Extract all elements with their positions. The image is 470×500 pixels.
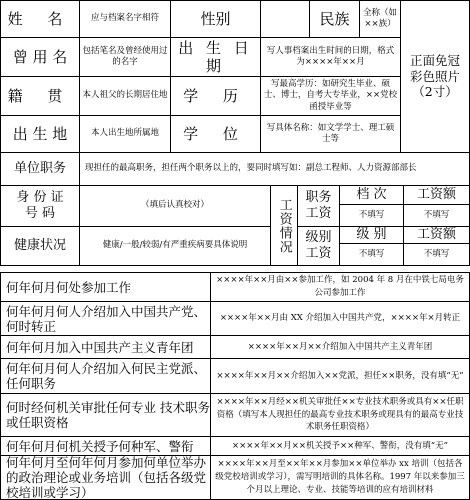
wage-amount-header-1: 工资额: [403, 185, 470, 205]
photo-label: 正面免冠彩色照片（2寸）: [409, 53, 460, 100]
history-answer: ××××年××月××机关授予××种军、警衔，没有填“无”: [210, 436, 470, 456]
grade-value: 不填写: [339, 204, 404, 227]
degree-value: 写具体名称：如文学学士、理工硕士等: [260, 115, 401, 153]
level-value: 不填写: [339, 243, 404, 266]
history-answer: ××××年××月××介绍加入中国共产主义青年团: [210, 335, 470, 359]
gender-value: [260, 0, 310, 38]
birthplace-label: 出 生 地: [0, 115, 80, 153]
name-value: 应与档案名字相符: [79, 0, 171, 38]
history-answer: ××××年××月由 XX 介绍加入中国共产党，××××年×月转正: [210, 301, 470, 336]
work-unit-value: 现担任的最高职务，担任两个职务以上的，要同时填写如：副总工程师、人力资源部部长: [79, 152, 470, 186]
grade-header: 档 次: [339, 185, 404, 205]
education-value: 写最高学历：如研究生毕业、硕士、博士，自考大专毕业，××党校函授毕业等: [260, 76, 401, 116]
education-label: 学 历: [170, 76, 261, 116]
id-value: （填后认真校对）: [79, 185, 271, 227]
native-place-label: 籍 贯: [0, 76, 80, 116]
degree-label: 学 位: [170, 115, 261, 153]
history-question: 何年何月何机关授予何种军、警衔: [0, 436, 211, 456]
birth-date-value: 写人事档案出生时间的日期，格式为××××年××月: [260, 37, 401, 77]
history-answer: ××××年××月××介绍加入××党派，担任××职务，没有填“无”: [210, 358, 470, 394]
native-place-value: 本人祖父的长期居住地: [79, 76, 171, 116]
health-label: 健康状况: [0, 226, 80, 266]
history-question: 何年何月何处参加工作: [0, 272, 211, 302]
ethnic-value: 全称（如××族）: [359, 0, 401, 38]
health-value: 健康/一般/较弱/有严重疾病要具体说明: [79, 226, 271, 266]
level-wage-label: 级别工资: [297, 226, 340, 266]
level-header: 级 别: [339, 226, 404, 244]
level-wage-amount: 不填写: [403, 243, 470, 266]
id-label: 身 份 证 号 码: [0, 185, 80, 227]
position-wage-amount: 不填写: [403, 204, 470, 227]
history-question: 何年何月何人介绍加入何民主党派、任何职务: [0, 358, 211, 394]
position-wage-label: 职务工资: [297, 185, 340, 227]
wage-amount-header-2: 工资额: [403, 226, 470, 244]
history-question: 何年何月加入中国共产主义青年团: [0, 335, 211, 359]
work-unit-label: 单位职务: [0, 152, 80, 186]
wage-label: 工资情况: [270, 185, 298, 266]
history-question: 何时经何机关审批任何专业 技术职务或任职资格: [0, 393, 211, 437]
history-answer: ××××年××月至××年××月参加××单位举办 xx 培训（包括各级党校培训或学习），需写明培训的具体名称。1997 年以来参加三个月以上理论、专业、技能等培训的应有培训材料: [210, 455, 470, 500]
used-name-label: 曾 用 名: [0, 37, 80, 77]
history-question: 何年何月何人介绍加入中国共产党、何时转正: [0, 301, 211, 336]
birth-date-label: 出 生 日 期: [170, 37, 261, 77]
ethnic-label: 民族: [309, 0, 360, 38]
used-name-value: 包括笔名及曾经使用过的名字: [79, 37, 171, 77]
birthplace-value: 本人出生地所属地: [79, 115, 171, 153]
gender-label: 性别: [170, 0, 261, 38]
history-answer: ××××年××月由××参加工作，如 2004 年 8 月在中铁七局电务公司参加工作: [210, 272, 470, 302]
name-label: 姓 名: [0, 0, 80, 38]
history-question: 何年何月至何年何月参加何单位举办的政治理论或业务培训（包括各级党校培训或学习）: [0, 455, 211, 500]
photo-box: [400, 0, 470, 153]
history-answer: ××××年××月经××机关审批任××专业技术职务或具有××任职资格（填写本人现担任的最高专业技术职务或现具有的最高专业技术职务任职资格）: [210, 393, 470, 437]
